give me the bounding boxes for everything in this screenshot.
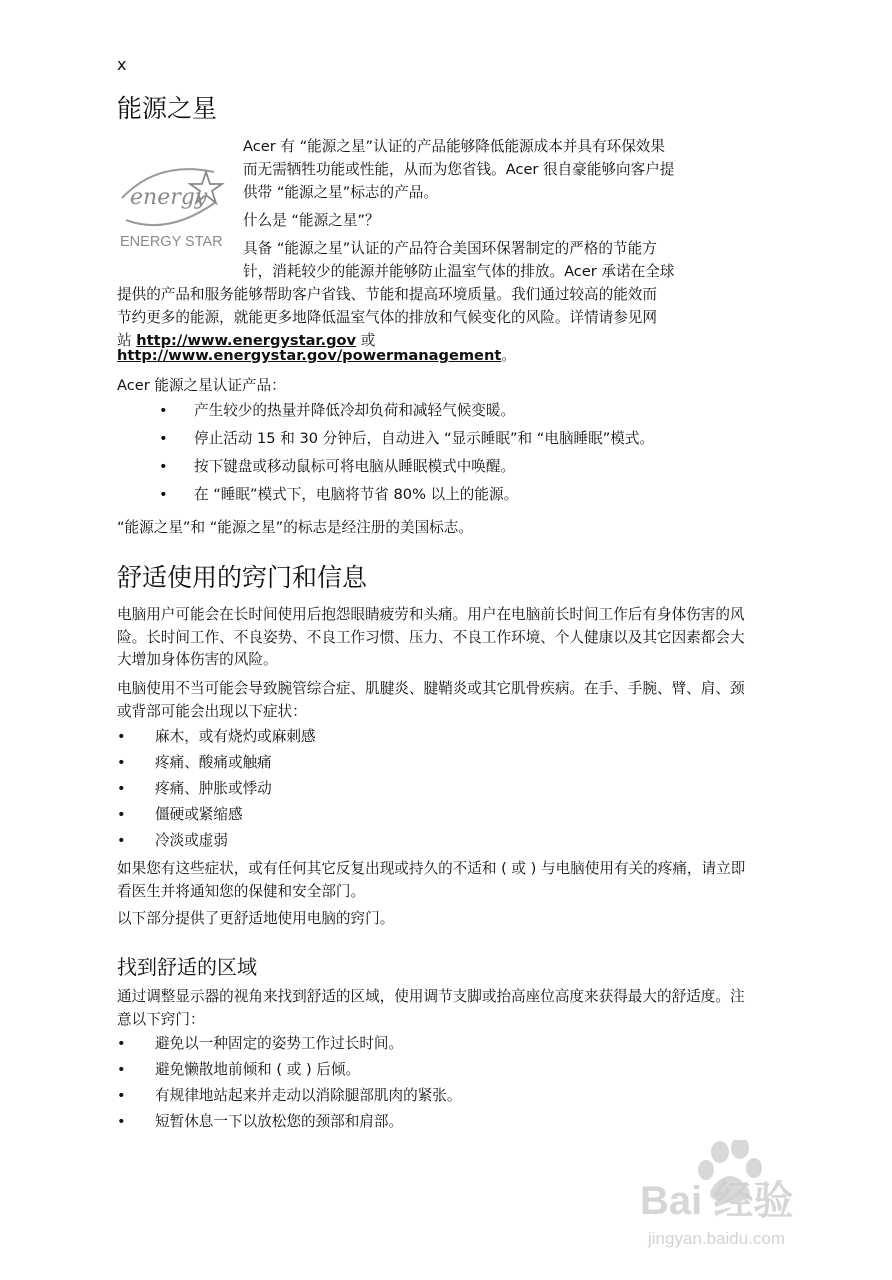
answer-line-4: 节约更多的能源，就能更多地降低温室气体的排放和气候变化的风险。详情请参见网: [117, 309, 657, 326]
list-item: • 按下键盘或移动鼠标可将电脑从睡眠模式中唤醒。: [159, 458, 516, 475]
trademark-note: “能源之星”和 “能源之星”的标志是经注册的美国标志。: [117, 519, 473, 536]
intro-line-3: 供带 “能源之星”标志的产品。: [243, 184, 438, 201]
svg-text:energy: energy: [130, 185, 208, 210]
link-prefix: 站: [117, 332, 137, 349]
page-number: x: [117, 55, 127, 74]
link-suffix: 。: [501, 347, 516, 364]
list-item: • 麻木，或有烧灼或麻刺感: [117, 728, 316, 745]
baidu-watermark: [620, 1140, 850, 1260]
list-item: • 有规律地站起来并走动以消除腿部肌肉的紧张。: [117, 1087, 462, 1104]
list-item: • 短暂休息一下以放松您的颈部和肩部。: [117, 1113, 404, 1130]
what-is-question: 什么是 “能源之星”？: [243, 212, 380, 229]
tips-list: [117, 1031, 461, 1135]
watermark-url: jingyan.baidu.com: [648, 1229, 786, 1248]
list-item: • 僵硬或紧缩感: [117, 806, 243, 823]
comfort-paragraph-3: 如果您有这些症状，或有任何其它反复出现或持久的不适和 ( 或 ) 与电脑使用有关的疼痛，请立即看医生并将通知您的保健和安全部门。: [117, 860, 746, 900]
comfort-paragraph-2: 电脑使用不当可能会导致腕管综合症、肌腱炎、腱鞘炎或其它肌骨疾病。在手、手腕、臂、肩、颈或背部可能会出现以下症状：: [117, 680, 745, 720]
products-list: [117, 398, 654, 508]
intro-line-1: Acer 有 “能源之星”认证的产品能够降低能源成本并具有环保效果: [243, 138, 665, 155]
list-item: • 疼痛、酸痛或触痛: [117, 754, 272, 771]
list-item: • 产生较少的热量并降低冷却负荷和减轻气候变暖。: [159, 402, 516, 419]
energy-star-heading: 能源之星: [117, 94, 218, 123]
answer-line-3: 提供的产品和服务能够帮助客户省钱、节能和提高环境质量。我们通过较高的能效而: [117, 286, 657, 303]
products-title: Acer 能源之星认证产品：: [117, 377, 286, 394]
list-item: • 避免以一种固定的姿势工作过长时间。: [117, 1035, 404, 1052]
watermark-brand: Bai 经验: [640, 1179, 794, 1223]
comfort-heading: 舒适使用的窍门和信息: [117, 563, 368, 592]
list-item: • 疼痛、肿胀或悸动: [117, 780, 272, 797]
list-item: • 在 “睡眠”模式下，电脑将节省 80% 以上的能源。: [159, 486, 519, 503]
link-or: 或: [356, 332, 376, 349]
powermanagement-link[interactable]: http://www.energystar.gov/powermanagement: [117, 347, 502, 364]
energystar-link[interactable]: http://www.energystar.gov: [136, 332, 357, 349]
energy-star-logo-text: ENERGY STAR: [120, 234, 223, 250]
list-item: • 停止活动 15 和 30 分钟后，自动进入 “显示睡眠”和 “电脑睡眠”模式。: [159, 430, 655, 447]
symptoms-list: [117, 724, 316, 854]
list-item: • 冷淡或虚弱: [117, 832, 228, 849]
comfort-paragraph-4: 以下部分提供了更舒适地使用电脑的窍门。: [117, 910, 395, 927]
comfort-paragraph-1: 电脑用户可能会在长时间使用后抱怨眼睛疲劳和头痛。用户在电脑前长时间工作后有身体伤害的风险。长时间工作、不良姿势、不良工作习惯、压力、不良工作环境、个人健康以及其它因素都会大大增加身体伤害的风险。: [117, 606, 745, 668]
list-item: • 避免懒散地前倾和 ( 或 ) 后倾。: [117, 1061, 361, 1078]
zone-paragraph: 通过调整显示器的视角来找到舒适的区域，使用调节支脚或抬高座位高度来获得最大的舒适度。注意以下窍门：: [117, 988, 745, 1028]
answer-line-2: 针，消耗较少的能源并能够防止温室气体的排放。Acer 承诺在全球: [243, 263, 675, 280]
zone-heading: 找到舒适的区域: [117, 955, 257, 979]
link-line-2: [117, 345, 516, 368]
answer-line-1: 具备 “能源之星”认证的产品符合美国环保署制定的严格的节能方: [243, 240, 657, 257]
intro-line-2: 而无需牺牲功能或性能，从而为您省钱。Acer 很自豪能够向客户提: [243, 161, 675, 178]
energy-star-logo: [118, 150, 228, 252]
